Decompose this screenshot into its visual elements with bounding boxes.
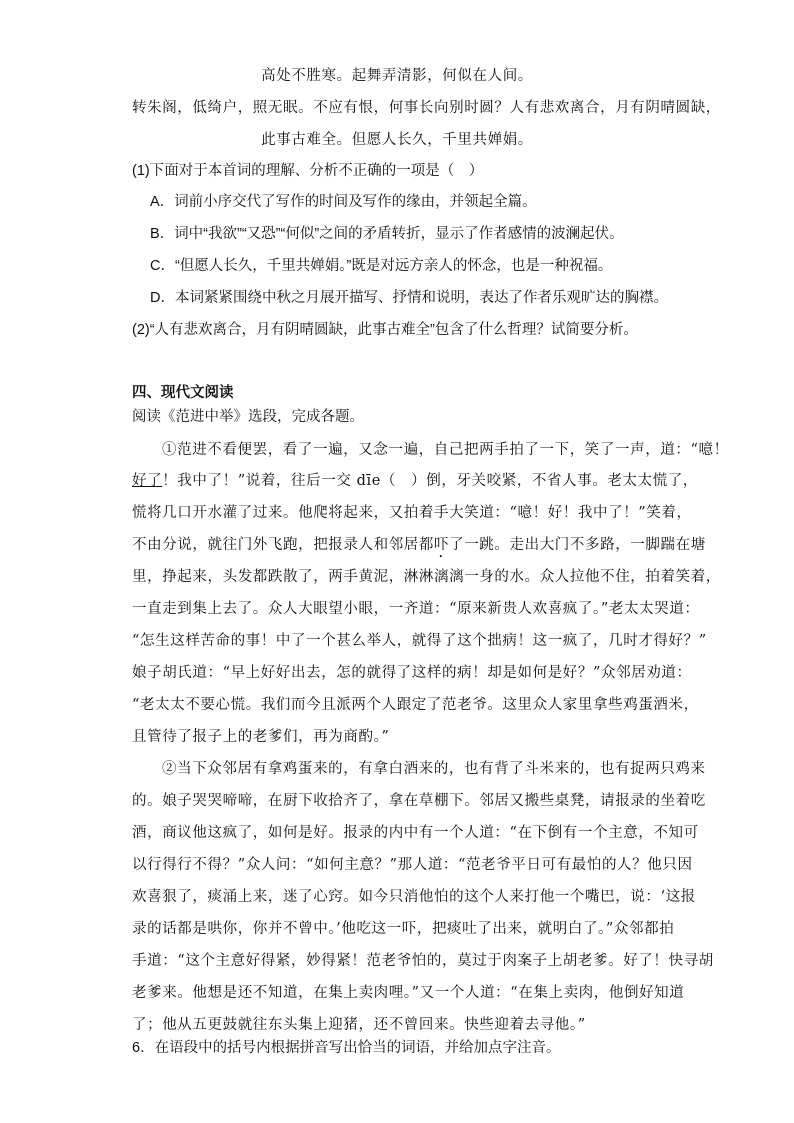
passage-p2-line-2: 的。娘子哭哭啼啼，在厨下收拾齐了，拿在草棚下。邻居又搬些桌凳，请报录的坐着吃 (132, 793, 706, 809)
question-6-stem: 6．在语段中的括号内根据拼音写出恰当的词语，并给加点字注音。 (132, 1040, 561, 1056)
passage-p2-line-9: 了；他从五更鼓就往东头集上迎猪，还不曾回来。快些迎着去寻他。” (132, 1017, 586, 1033)
dotted-character: 吓 (434, 537, 450, 553)
question-1-option-d: D．本词紧紧围绕中秋之月展开描写、抒情和说明，表达了作者乐观旷达的胸襟。 (150, 290, 668, 306)
passage-p1-line-6: 一直走到集上去了。众人大眼望小眼，一齐道：“原来新贵人欢喜疯了。”老太太哭道： (132, 601, 700, 617)
passage-p1-line-5: 里，挣起来，头发都跌散了，两手黄泥，淋淋漓漓一身的水。众人拉他不住，拍着笑着， (132, 569, 721, 585)
passage-p2-line-8: 老爹来。他想是还不知道，在集上卖肉哩。”又一个人道：“在集上卖肉，他倒好知道 (132, 985, 685, 1001)
passage-p1-line-4 (132, 535, 706, 561)
passage-p2-line-1: ②当下众邻居有拿鸡蛋来的，有拿白酒来的，也有背了斗米来的，也有捉两只鸡来 (162, 761, 706, 777)
passage-p1-line-4-b: 了一跳。走出大门不多路，一脚踹在塘 (449, 537, 706, 553)
poem-line-1: 高处不胜寒。起舞弄清影，何似在人间。 (261, 68, 533, 84)
passage-p1-line-3: 慌将几口开水灌了过来。他爬将起来，又拍着手大笑道：“噫！好！我中了！”笑着， (132, 505, 692, 521)
passage-p1-line-1: ①范进不看便罢，看了一遍，又念一遍，自己把两手拍了一下，笑了一声，道：“噫！ (162, 442, 729, 458)
passage-p1-line-8: 娘子胡氏道：“早上好好出去，怎的就得了这样的病！却是如何是好？”众邻居劝道： (132, 665, 692, 681)
passage-p2-line-4: 以行得行不得？”众人问：“如何主意？”那人道：“范老爷平日可有最怕的人？他只因 (132, 857, 693, 873)
passage-p1-line-2 (132, 471, 698, 491)
passage-p1-line-10: 且管待了报子上的老爹们，再为商酌。” (132, 729, 390, 745)
underlined-phrase: 好了 (132, 473, 163, 489)
question-1-option-b: B．词中“我欲”“又恐”“何似”之间的矛盾转折，显示了作者感情的波澜起伏。 (150, 226, 624, 242)
passage-p1-line-4-a: 不由分说，就往门外飞跑，把报录人和邻居都 (132, 537, 434, 553)
question-1-option-a: A．词前小序交代了写作的时间及写作的缘由，并领起全篇。 (150, 194, 537, 210)
question-1-stem: (1)下面对于本首词的理解、分析不正确的一项是（ ） (132, 163, 484, 179)
section-intro: 阅读《范进中举》选段，完成各题。 (132, 409, 364, 425)
passage-p1-line-9: “老太太不要心慌。我们而今且派两个人跟定了范老爷。这里众人家里拿些鸡蛋酒米， (132, 697, 699, 713)
passage-p2-line-6: 录的话都是哄你，你并不曾中。’他吃这一吓，把痰吐了出来，就明白了。”众邻都拍 (132, 921, 675, 937)
passage-p2-line-7: 手道：“这个主意好得紧，妙得紧！范老爷怕的，莫过于肉案子上胡老爹。好了！快寻胡 (132, 953, 714, 969)
question-2-stem: (2)“人有悲欢离合，月有阴晴圆缺，此事古难全”包含了什么哲理？试简要分析。 (132, 322, 638, 338)
poem-line-3: 此事古难全。但愿人长久，千里共婵娟。 (261, 132, 533, 148)
passage-p1-line-2-rest: ！我中了！”说着，往后一交 dīe（ ）倒，牙关咬紧，不省人事。老太太慌了， (162, 473, 699, 489)
section-heading: 四、现代文阅读 (132, 385, 234, 401)
question-1-option-c: C．“但愿人长久，千里共婵娟。”既是对远方亲人的怀念，也是一种祝福。 (150, 258, 613, 274)
passage-p2-line-3: 酒，商议他这疯了，如何是好。报录的内中有一个人道：“在下倒有一个主意，不知可 (132, 825, 699, 841)
passage-p2-line-5: 欢喜狠了，痰涌上来，迷了心窍。如今只消他怕的这个人来打他一个嘴巴，说：‘这报 (132, 889, 696, 905)
passage-p1-line-7: “怎生这样苦命的事！中了一个甚么举人，就得了这个拙病！这一疯了，几时才得好？” (132, 633, 707, 649)
poem-line-2: 转朱阁，低绮户，照无眠。不应有恨，何事长向别时圆？人有悲欢离合，月有阴晴圆缺， (132, 100, 721, 116)
